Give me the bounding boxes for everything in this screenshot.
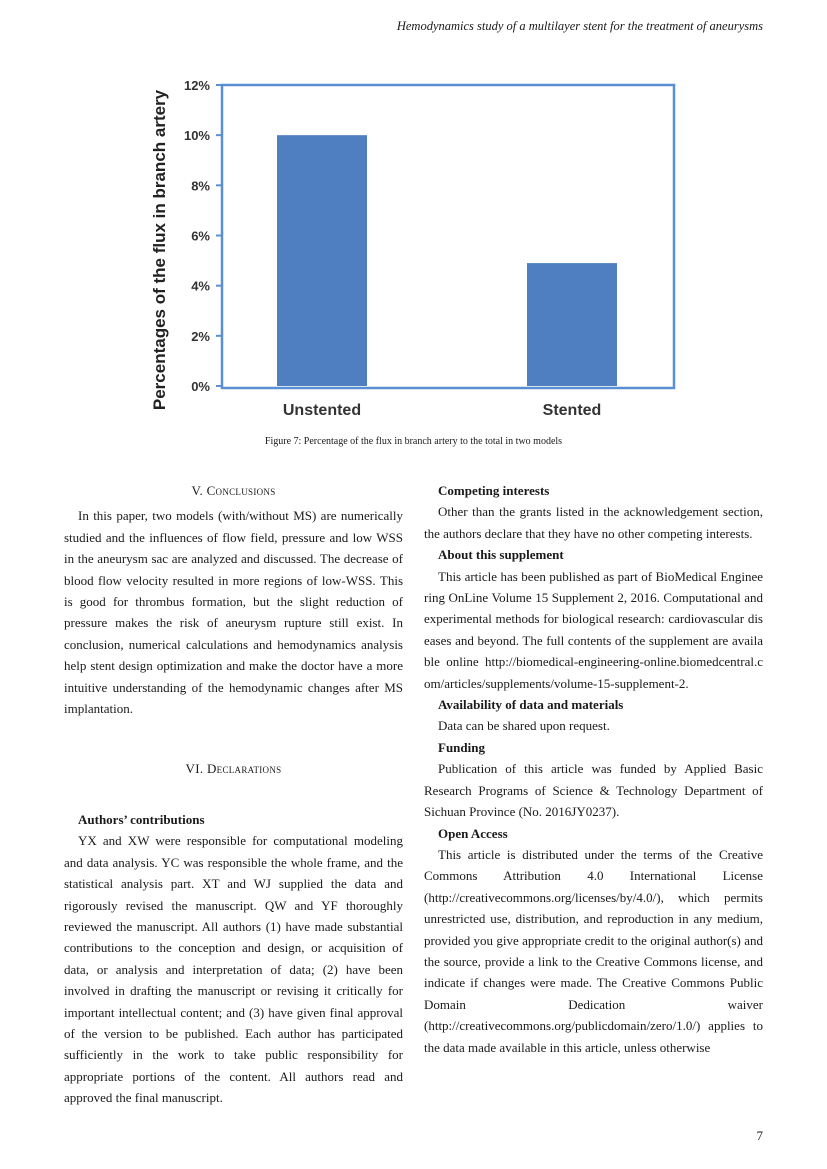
funding-heading: Funding xyxy=(438,739,485,755)
about-supplement-paragraph: This article has been published as part of BioMedical Engineering OnLine Volume 15 Supplement 2, 2016. Computational and experimental methods for biological research: cardiovascular diseases and beyond. The full contents of the supplement are available online http://biomedical-engineering-online.biomedcentral.com/articles/supplements/volume-15-supplement-2. xyxy=(424,568,763,691)
competing-interests-paragraph: Other than the grants listed in the acknowledgement section, the authors declare that they have no other competing interests. xyxy=(424,504,763,541)
section-number: V. xyxy=(191,483,203,498)
y-tick-label: 12% xyxy=(183,78,210,93)
section-number: VI. xyxy=(185,761,204,777)
x-tick-label: Stented xyxy=(542,402,602,419)
y-tick-label: 8% xyxy=(191,178,210,194)
y-tick-label: 10% xyxy=(183,128,210,144)
bar xyxy=(527,263,617,386)
open-access-paragraph: This article is distributed under the terms of the Creative Commons Attribution 4.0 International License (http://creativecommons.org/licenses/by/4.0/), which permits unrestricted use, distribution, and reproduction in any medium, provided you give appropriate credit to the original author(s) and the source, provide a link to the Creative Commons license, and indicate if changes were made. The Creative Commons Public Domain Dedication waiver (http://creativecommons.org/publicdomain/zero/1.0/) applies to the data made available in this article, unless otherwise xyxy=(424,846,763,1055)
y-axis-label: Percentages of the flux in branch artery xyxy=(150,89,169,411)
availability-heading: Availability of data and materials xyxy=(438,697,624,713)
page-number: 7 xyxy=(756,1128,763,1143)
right-column xyxy=(424,480,763,1058)
x-tick-label: Unstented xyxy=(282,402,362,419)
authors-contributions-heading: Authors’ contributions xyxy=(78,811,205,827)
open-access-heading: Open Access xyxy=(438,825,508,841)
y-tick-label: 2% xyxy=(191,328,210,344)
figure-caption: Figure 7: Percentage of the flux in branch artery to the total in two models xyxy=(264,436,563,447)
availability-paragraph: Data can be shared upon request. xyxy=(438,718,610,734)
y-tick-label: 6% xyxy=(191,228,210,244)
conclusions-paragraph: In this paper, two models (with/without MS) are numerically studied and the influences of flow field, pressure and low WSS in the aneurysm sac are analyzed and discussed. The decrease of blood flow velocity resulted in more regions of low-WSS. This is good for thrombus formation, but the slight reduction of pressure makes the risk of aneurysm rupture still exist. In conclusion, numerical calculations and hemodynamics analysis help stent design optimization and make the doctor have a more intuitive understanding of the hemodynamic changes after MS implantation. xyxy=(64,508,403,717)
section-heading-conclusions xyxy=(64,480,403,501)
running-header: Hemodynamics study of a multilayer stent for the treatment of aneurysms xyxy=(396,19,763,33)
bar-chart xyxy=(145,70,690,430)
competing-interests-heading: Competing interests xyxy=(438,483,550,498)
bar xyxy=(277,135,367,386)
left-column xyxy=(64,480,403,1109)
figure-7 xyxy=(145,70,690,430)
y-tick-label: 4% xyxy=(191,278,210,294)
section-title: Conclusions xyxy=(206,483,276,498)
y-tick-label: 0% xyxy=(191,379,210,394)
funding-paragraph: Publication of this article was funded by Applied Basic Research Programs of Science & Technology Department of Sichuan Province (No. 2016JY0237). xyxy=(424,761,763,820)
section-title: Declarations xyxy=(206,761,282,777)
authors-contributions-paragraph: YX and XW were responsible for computational modeling and data analysis. YC was responsible the whole frame, and the statistical analysis part. XT and WJ supplied the data and rigorously revised the manuscript. QW and YF thoroughly reviewed the manuscript. All authors (1) have made substantial contributions to the conception and design, or acquisition of data, or analysis and interpretation of data; (2) have been involved in drafting the manuscript or revising it critically for important intellectual content; and (3) have given final approval of the version to be published. Each author has participated sufficiently in the work to take public responsibility for appropriate portions of the content. All authors read and approved the final manuscript. xyxy=(64,833,403,1106)
about-supplement-heading: About this supplement xyxy=(438,547,564,563)
section-heading-declarations xyxy=(64,758,403,779)
